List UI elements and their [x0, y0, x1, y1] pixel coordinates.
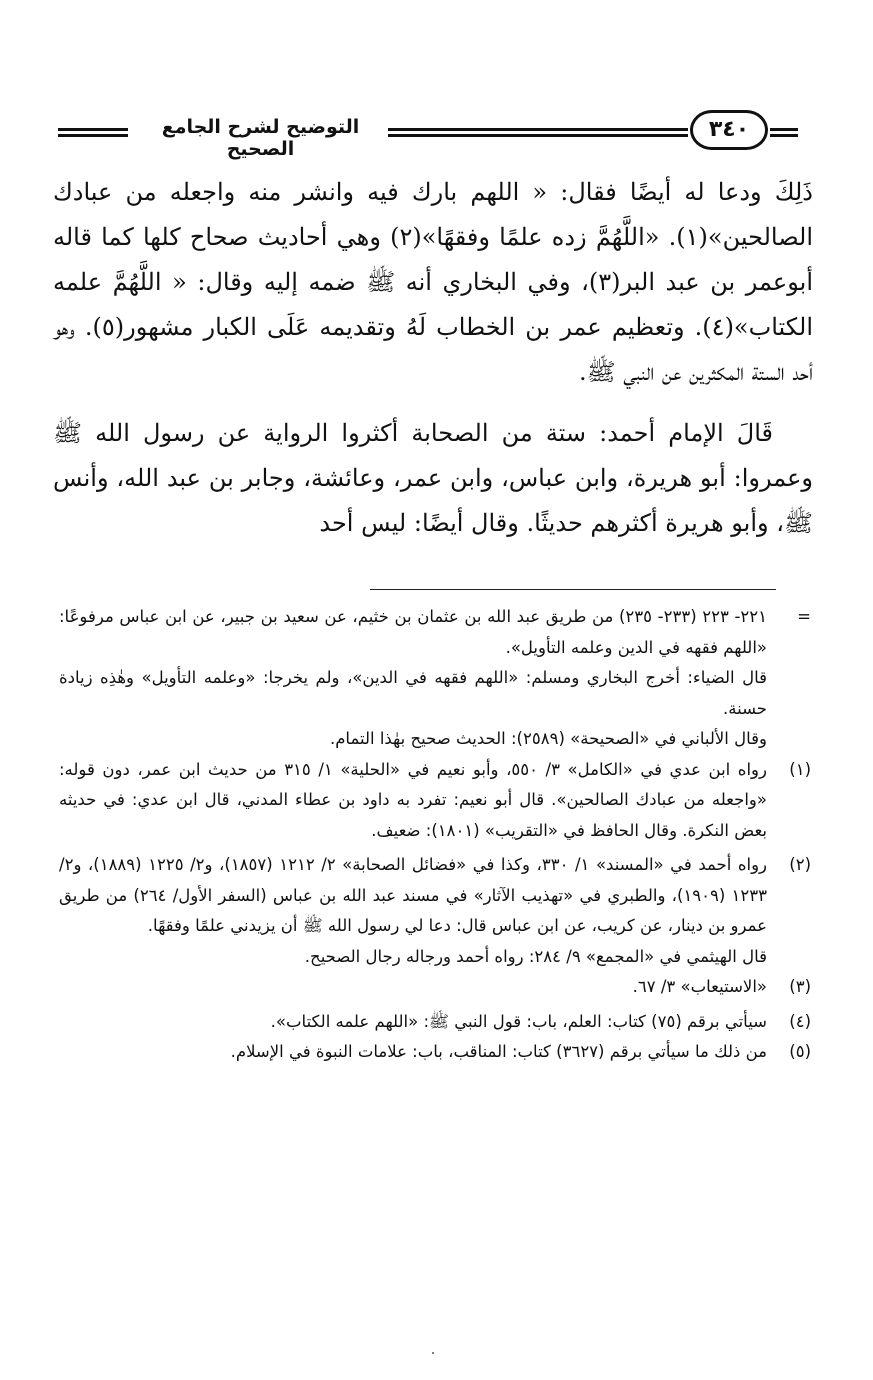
page-number: ٣٤٠: [690, 110, 768, 150]
footnote-4: [59, 1007, 811, 1038]
footnote-continued: [59, 602, 811, 755]
footnote-line: قال الهيثمي في «المجمع» ٩/ ٢٨٤: رواه أحمد ورجاله رجال الصحيح.: [304, 946, 767, 966]
footnote-line: قال الضياء: أخرج البخاري ومسلم: «اللهم فقهه في الدين»، ولم يخرجا: «وعلمه التأويل» وهٰذِه زيادة حسنة.: [59, 668, 767, 718]
footnote-mark: =: [797, 607, 811, 626]
main-paragraph-1: ذَلِكَ ودعا له أيضًا فقال: « اللهم بارك فيه وانشر منه واجعله من عبادك الصالحين»(١). «اللَّهُمَّ زده علمًا وفقهًا»(٢) وهي أحاديث صحاح كلها كما قاله أبوعمر بن عبد البر(٣)، وفي البخاري أنه ﷺ ضمه إليه وقال: « اللَّهُمَّ علمه الكتاب»(٤). وتعظيم عمر بن الخطاب لَهُ وتقديمه عَلَى الكبار مشهور(٥). وهو أحد الستة المكثرين عن النبي ﷺ.: [53, 178, 813, 386]
main-text: [53, 170, 813, 546]
footnote-mark: (٥): [789, 1042, 811, 1061]
main-paragraph-2: قَالَ الإمام أحمد: ستة من الصحابة أكثروا الرواية عن رسول الله ﷺ وعمروا: أبو هريرة، وابن عباس، وابن عمر، وعائشة، وجابر بن عبد الله، وأنس ﷺ، وأبو هريرة أكثرهم حديثًا. وقال أيضًا: ليس أحد: [53, 419, 813, 537]
footnote-text: رواه ابن عدي في «الكامل» ٣/ ٥٥٠، وأبو نعيم في «الحلية» ١/ ٣١٥ من حديث ابن عمر، دون قوله: «واجعله من عبادك الصالحين». قال أبو نعيم: تفرد به داود بن عطاء المدني، قال ابن عدي: في حديثه بعض النكرة. وقال الحافظ في «التقريب» (١٨٠١): ضعيف.: [59, 759, 767, 840]
header-rule-right: [770, 128, 798, 137]
header-rule-left: [58, 128, 128, 137]
footnote-1: [59, 755, 811, 847]
footnote-mark: (١): [789, 759, 811, 779]
footnote-mark: (٢): [789, 855, 811, 874]
footnote-text: «الاستيعاب» ٣/ ٦٧.: [632, 977, 767, 996]
footnote-text: من ذلك ما سيأتي برقم (٣٦٢٧) كتاب: المناقب، باب: علامات النبوة في الإسلام.: [230, 1042, 767, 1061]
page-header: [58, 108, 798, 160]
footnote-2: [59, 850, 811, 972]
header-rule-middle: [388, 128, 688, 137]
footnote-line: ٢٢١- ٢٢٣ (٢٣٣- ٢٣٥) من طريق عبد الله بن عثمان بن خثيم، عن سعيد بن جبير، عن ابن عباس مرفوعًا: «اللهم فقهه في الدين وعلمه التأويل».: [59, 607, 768, 657]
footnote-3: [59, 972, 811, 1003]
footnote-line: وقال الألباني في «الصحيحة» (٢٥٨٩): الحديث صحيح بهٰذا التمام.: [329, 729, 767, 748]
footnotes: [59, 602, 811, 1068]
footnote-line: رواه أحمد في «المسند» ١/ ٣٣٠، وكذا في «فضائل الصحابة» ٢/ ١٢١٢ (١٨٥٧)، و٢/ ١٢٢٥ (١٨٨٩)، و٢/ ١٢٣٣ (١٩٠٩)، والطبري في «تهذيب الآثار» في مسند عبد الله بن عباس (السفر الأول/ ٢٦٤) من طريق عمرو بن دينار، عن كريب، عن ابن عباس قال: دعا لي رسول الله ﷺ أن يزيدني علمًا وفقهًا.: [59, 855, 768, 935]
print-speck: [432, 1352, 434, 1354]
footnote-5: [59, 1037, 811, 1068]
running-title: التوضيح لشرح الجامع الصحيح: [161, 116, 360, 160]
footnote-separator: [370, 589, 776, 590]
footnote-mark: (٣): [789, 977, 811, 996]
footnote-text: سيأتي برقم (٧٥) كتاب: العلم، باب: قول النبي ﷺ: «اللهم علمه الكتاب».: [270, 1011, 767, 1031]
footnote-mark: (٤): [789, 1011, 811, 1031]
